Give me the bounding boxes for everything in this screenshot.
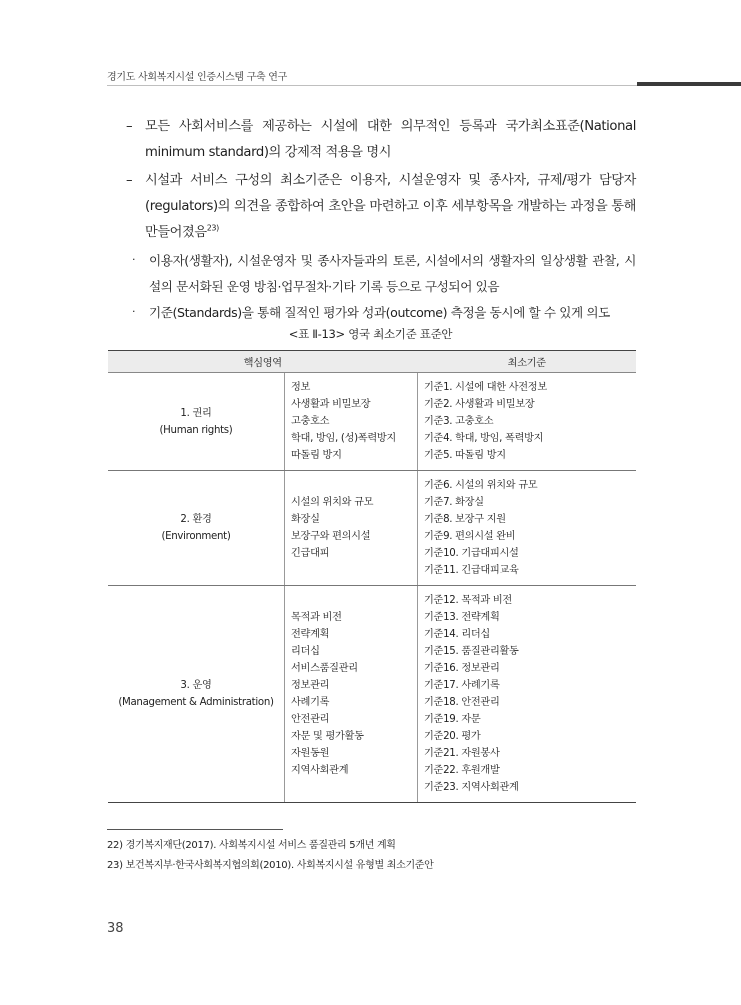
standard: 기준9. 편의시설 완비	[424, 531, 516, 542]
paragraph-text: 시설과 서비스 구성의 최소기준은 이용자, 시설운영자 및 종사자, 규제/평가 담당자(regulators)의 의견을 종합하여 초안을 마련하고 이후 세부항목을 개발하는 과정을 통해 만들어졌음	[145, 173, 636, 240]
table-row	[108, 586, 636, 803]
item: 따돌림 방지	[291, 450, 342, 461]
header-rule-accent	[637, 82, 741, 86]
item: 자문 및 평가활동	[291, 731, 364, 742]
item: 지역사회관계	[291, 765, 349, 776]
item: 정보관리	[291, 680, 330, 691]
area-cell	[108, 373, 285, 471]
standards-cell	[418, 471, 637, 586]
standard: 기준10. 기급대피시설	[424, 548, 519, 559]
area-title: 3. 운영	[180, 680, 212, 691]
item: 안전관리	[291, 714, 330, 725]
dot-item	[126, 248, 636, 300]
item: 정보	[291, 382, 311, 393]
footnote: 23) 보건복지부·한국사회복지협의회(2010). 사회복지시설 유형별 최소기준안	[107, 860, 434, 871]
standard: 기준3. 고충호소	[424, 416, 494, 427]
items-cell	[285, 586, 418, 803]
standard: 기준20. 평가	[424, 731, 481, 742]
standard: 기준16. 정보관리	[424, 663, 500, 674]
item: 학대, 방임, (성)폭력방지	[291, 433, 396, 444]
item: 서비스품질관리	[291, 663, 358, 674]
table-caption: <표 Ⅱ-13> 영국 최소기준 표준안	[288, 327, 453, 341]
paragraph-text: 이용자(생활자), 시설운영자 및 종사자들과의 토론, 시설에서의 생활자의 일상생활 관찰, 시설의 문서화된 운영 방침·업무절차·기타 기록 등으로 구성되어 있음	[149, 253, 636, 294]
standards-cell	[418, 586, 637, 803]
standard: 기준22. 후원개발	[424, 765, 500, 776]
dash-item	[126, 168, 636, 246]
area-cell	[108, 471, 285, 586]
area-title-en: (Environment)	[161, 531, 231, 542]
item: 시설의 위치와 규모	[291, 497, 374, 508]
items-cell	[285, 471, 418, 586]
standard: 기준19. 자문	[424, 714, 481, 725]
item: 긴급대피	[291, 548, 330, 559]
items-cell	[285, 373, 418, 471]
footnote: 22) 경기복지재단(2017). 사회복지시설 서비스 품질관리 5개년 계획	[107, 840, 396, 851]
item: 화장실	[291, 514, 320, 525]
area-title: 1. 권리	[180, 407, 212, 419]
header-min-standard: 최소기준	[418, 351, 637, 373]
item: 사생활과 비밀보장	[291, 399, 371, 410]
standards-cell	[418, 373, 637, 471]
running-head: 경기도 사회복지시설 인증시스템 구축 연구	[107, 72, 287, 83]
area-cell	[108, 586, 285, 803]
area-title: 2. 환경	[180, 514, 212, 525]
area-title-en: (Management & Administration)	[118, 697, 274, 708]
item: 보장구와 편의시설	[291, 531, 371, 542]
footnote-rule	[107, 829, 283, 830]
standard: 기준18. 안전관리	[424, 697, 500, 708]
table-row	[108, 373, 636, 471]
dash-item	[126, 114, 636, 166]
dot-marker: ·	[132, 253, 136, 266]
table-header-row	[108, 351, 636, 373]
standard: 기준5. 따돌림 방지	[424, 450, 506, 461]
footnotes	[107, 836, 434, 876]
paragraph-text: 모든 사회서비스를 제공하는 시설에 대한 의무적인 등록과 국가최소표준(National minimum standard)의 강제적 적용을 명시	[145, 119, 636, 160]
dot-marker: ·	[132, 305, 136, 318]
standards-table	[108, 350, 636, 803]
footnote-ref[interactable]: 23)	[206, 223, 219, 233]
item: 목적과 비전	[291, 612, 342, 623]
dash-marker: –	[126, 173, 133, 188]
standard: 기준15. 품질관리활동	[424, 646, 519, 657]
standard: 기준23. 지역사회관계	[424, 782, 519, 793]
standard: 기준21. 자원봉사	[424, 748, 500, 759]
standard: 기준12. 목적과 비전	[424, 595, 512, 606]
item: 자원동원	[291, 748, 330, 759]
body-text	[126, 114, 636, 326]
standard: 기준13. 전략계획	[424, 612, 500, 623]
standard: 기준2. 사생활과 비밀보장	[424, 399, 535, 410]
dash-marker: –	[126, 119, 133, 134]
table-row	[108, 471, 636, 586]
standard: 기준17. 사례기록	[424, 680, 500, 691]
header-rule	[107, 85, 637, 86]
standard: 기준8. 보장구 지원	[424, 514, 506, 525]
standard: 기준6. 시설의 위치와 규모	[424, 480, 538, 491]
standard: 기준1. 시설에 대한 사전정보	[424, 382, 547, 393]
standard: 기준7. 화장실	[424, 497, 484, 508]
standard: 기준14. 리더십	[424, 629, 490, 640]
dot-item	[126, 300, 636, 326]
item: 사례기록	[291, 697, 330, 708]
page-number: 38	[107, 921, 124, 936]
item: 리더십	[291, 646, 320, 657]
area-title-en: (Human rights)	[159, 424, 233, 436]
header-core-area: 핵심영역	[108, 351, 418, 373]
item: 전략계획	[291, 629, 330, 640]
item: 고충호소	[291, 416, 330, 427]
standard: 기준11. 긴급대피교육	[424, 565, 519, 576]
paragraph-text: 기준(Standards)을 통해 질적인 평가와 성과(outcome) 측정을 동시에 할 수 있게 의도	[149, 305, 610, 320]
standard: 기준4. 학대, 방임, 폭력방지	[424, 433, 544, 444]
